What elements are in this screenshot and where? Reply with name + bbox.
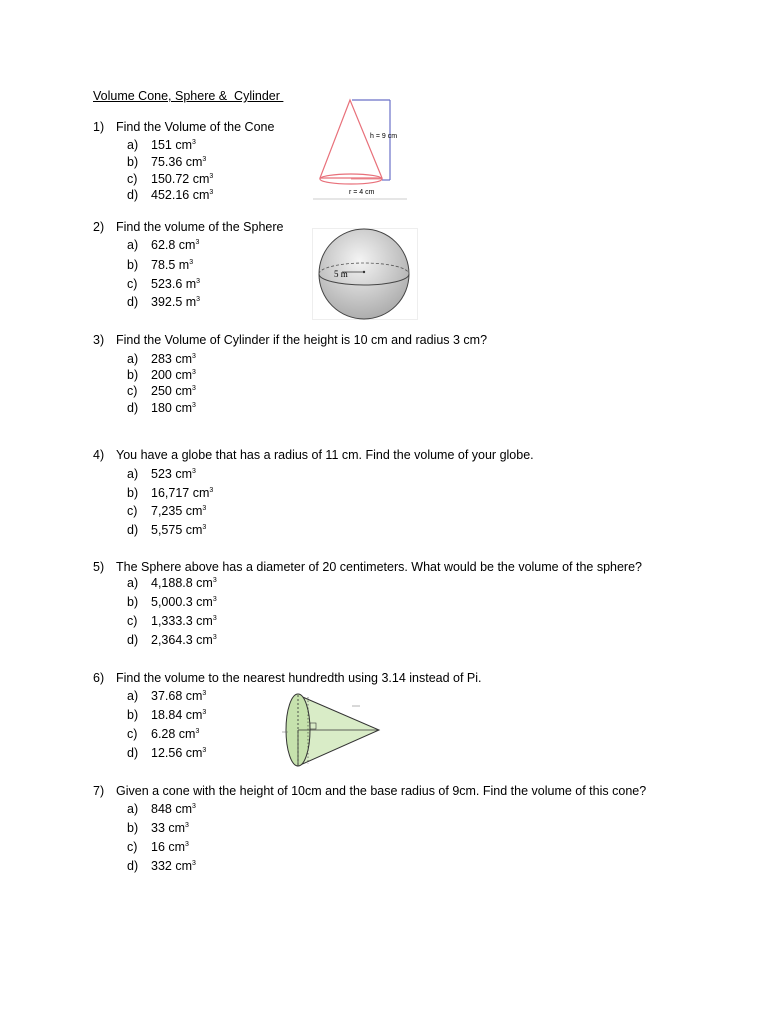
option-letter: b) (127, 155, 139, 169)
option-value: 392.5 m (151, 295, 197, 309)
option-value: 37.68 cm (151, 689, 203, 703)
option-value: 200 cm (151, 368, 192, 382)
option-letter: d) (127, 188, 139, 202)
option-value: 150.72 cm (151, 172, 210, 186)
option-7d (127, 859, 196, 873)
option-exponent: 3 (192, 368, 196, 376)
option-1a (127, 138, 196, 152)
option-letter: d) (127, 859, 139, 873)
option-letter: b) (127, 595, 139, 609)
option-6c (127, 727, 199, 741)
sideways-cone-figure (268, 692, 384, 770)
option-1d (127, 188, 213, 202)
option-exponent: 3 (212, 576, 217, 584)
option-4d (127, 523, 206, 537)
question-text: Find the volume of the Sphere (116, 220, 284, 234)
sphere-figure (312, 228, 418, 320)
sphere-radius-label: 5 m (334, 269, 348, 279)
option-exponent: 3 (212, 614, 217, 622)
option-exponent: 3 (202, 155, 207, 163)
option-letter: b) (127, 486, 139, 500)
option-letter: c) (127, 384, 138, 398)
option-6b (127, 708, 206, 722)
option-letter: c) (127, 727, 138, 741)
question-number: 5) (93, 560, 105, 574)
option-exponent: 3 (212, 595, 217, 603)
option-7a (127, 802, 196, 816)
question-number: 7) (93, 784, 105, 798)
option-exponent: 3 (212, 633, 217, 641)
option-letter: d) (127, 633, 139, 647)
option-1c (127, 172, 213, 186)
cone-radius-label: r = 4 cm (349, 189, 375, 196)
option-exponent: 3 (185, 840, 189, 848)
option-value: 523.6 m (151, 277, 197, 291)
worksheet-title: Volume Cone, Sphere & Cylinder (93, 89, 284, 103)
option-exponent: 3 (189, 258, 194, 266)
question-text: You have a globe that has a radius of 11 cm. Find the volume of your globe. (116, 448, 534, 462)
cone-figure (312, 96, 408, 200)
option-5c (127, 614, 217, 628)
question-7 (93, 784, 646, 798)
question-number: 1) (93, 120, 105, 134)
option-1b (127, 155, 206, 169)
question-2 (93, 220, 283, 234)
option-value: 75.36 cm (151, 155, 203, 169)
option-value: 848 cm (151, 802, 192, 816)
option-letter: b) (127, 368, 139, 382)
question-6 (93, 671, 482, 685)
option-letter: a) (127, 689, 139, 703)
option-2c (127, 277, 200, 291)
option-exponent: 3 (192, 138, 196, 146)
option-6d (127, 746, 206, 760)
option-value: 180 cm (151, 401, 192, 415)
option-letter: a) (127, 238, 139, 252)
option-value: 78.5 m (151, 258, 190, 272)
option-letter: a) (127, 138, 139, 152)
option-letter: b) (127, 258, 139, 272)
option-exponent: 3 (192, 401, 196, 409)
option-value: 2,364.3 cm (151, 633, 213, 647)
option-value: 7,235 cm (151, 504, 203, 518)
option-3a (127, 352, 196, 366)
option-letter: a) (127, 467, 139, 481)
option-letter: a) (127, 576, 139, 590)
option-exponent: 3 (192, 859, 196, 867)
option-2b (127, 258, 193, 272)
option-7b (127, 821, 189, 835)
option-3d (127, 401, 196, 415)
option-value: 452.16 cm (151, 188, 210, 202)
option-3b (127, 368, 196, 382)
question-text: Find the Volume of Cylinder if the height is 10 cm and radius 3 cm? (116, 333, 488, 347)
option-exponent: 3 (192, 352, 196, 360)
cone-height-label: h = 9 cm (370, 133, 398, 140)
option-letter: c) (127, 277, 138, 291)
question-number: 3) (93, 333, 105, 347)
question-number: 4) (93, 448, 105, 462)
option-exponent: 3 (185, 821, 189, 829)
option-6a (127, 689, 206, 703)
option-exponent: 3 (209, 172, 214, 180)
question-number: 2) (93, 220, 105, 234)
question-3 (93, 333, 487, 347)
option-7c (127, 840, 189, 854)
option-value: 523 cm (151, 467, 192, 481)
option-letter: c) (127, 172, 138, 186)
option-value: 250 cm (151, 384, 192, 398)
option-value: 5,575 cm (151, 523, 203, 537)
option-letter: d) (127, 295, 139, 309)
option-value: 1,333.3 cm (151, 614, 213, 628)
question-5 (93, 560, 642, 574)
option-exponent: 3 (202, 708, 207, 716)
option-letter: c) (127, 614, 138, 628)
option-2a (127, 238, 199, 252)
option-letter: d) (127, 401, 139, 415)
option-value: 283 cm (151, 352, 192, 366)
option-value: 332 cm (151, 859, 192, 873)
question-number: 6) (93, 671, 105, 685)
option-exponent: 3 (195, 727, 200, 735)
question-text: Given a cone with the height of 10cm and the base radius of 9cm. Find the volume of this cone? (116, 784, 647, 798)
option-value: 33 cm (151, 821, 186, 835)
option-value: 12.56 cm (151, 746, 203, 760)
option-value: 16,717 cm (151, 486, 210, 500)
option-exponent: 3 (196, 295, 201, 303)
option-exponent: 3 (192, 802, 196, 810)
option-exponent: 3 (209, 486, 214, 494)
option-letter: c) (127, 504, 138, 518)
option-value: 151 cm (151, 138, 192, 152)
option-exponent: 3 (195, 238, 200, 246)
option-value: 16 cm (151, 840, 186, 854)
option-value: 4,188.8 cm (151, 576, 213, 590)
option-value: 6.28 cm (151, 727, 196, 741)
option-3c (127, 384, 196, 398)
option-letter: a) (127, 352, 139, 366)
option-5a (127, 576, 217, 590)
question-text: Find the Volume of the Cone (116, 120, 275, 134)
option-exponent: 3 (202, 746, 207, 754)
option-exponent: 3 (202, 689, 207, 697)
option-letter: b) (127, 821, 139, 835)
option-5b (127, 595, 217, 609)
question-4 (93, 448, 534, 462)
option-letter: c) (127, 840, 138, 854)
option-letter: a) (127, 802, 139, 816)
option-exponent: 3 (202, 523, 207, 531)
option-letter: d) (127, 746, 139, 760)
question-text: The Sphere above has a diameter of 20 centimeters. What would be the volume of the sphere? (116, 560, 643, 574)
question-1 (93, 120, 274, 134)
option-4b (127, 486, 213, 500)
option-exponent: 3 (196, 277, 201, 285)
option-exponent: 3 (209, 188, 214, 196)
question-text: Find the volume to the nearest hundredth using 3.14 instead of Pi. (116, 671, 482, 685)
option-2d (127, 295, 200, 309)
option-exponent: 3 (192, 384, 196, 392)
option-exponent: 3 (192, 467, 196, 475)
option-letter: d) (127, 523, 139, 537)
option-exponent: 3 (202, 504, 207, 512)
option-value: 62.8 cm (151, 238, 196, 252)
option-value: 18.84 cm (151, 708, 203, 722)
option-4a (127, 467, 196, 481)
option-5d (127, 633, 217, 647)
option-letter: b) (127, 708, 139, 722)
option-4c (127, 504, 206, 518)
option-value: 5,000.3 cm (151, 595, 213, 609)
